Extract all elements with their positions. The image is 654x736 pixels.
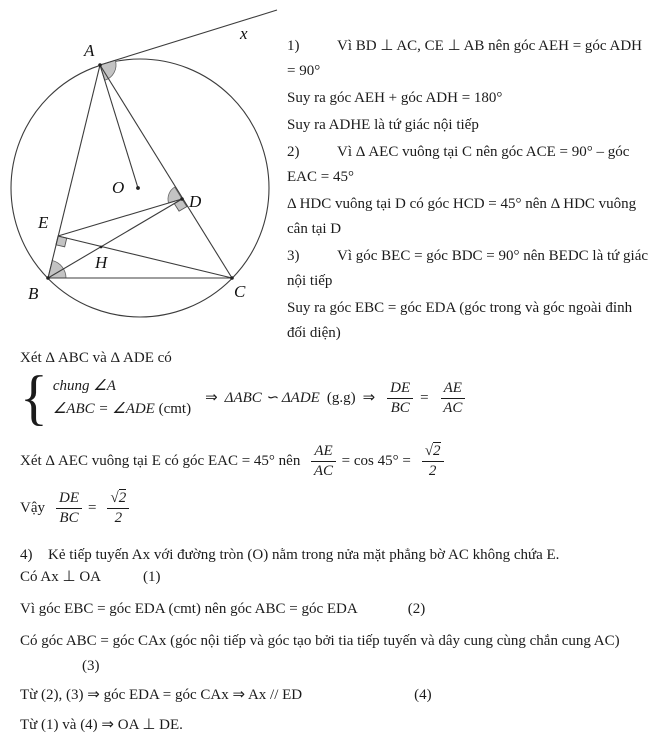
statement-3	[20, 629, 648, 679]
radical-sign-2: √	[110, 489, 119, 506]
label-o: O	[112, 178, 125, 197]
cos45-line-text: Xét Δ AEC vuông tại E có góc EAC = 45° nên	[20, 452, 301, 469]
gg-note: (g.g)	[326, 389, 356, 406]
fraction-ae-ac	[441, 380, 465, 417]
radicand: 2	[433, 442, 441, 459]
point-d	[180, 197, 184, 201]
step-1-number: 1)	[287, 38, 300, 54]
step-1-sub-1: Suy ra góc AEH + góc ADH = 180°	[287, 90, 503, 106]
statement-1-ref: (1)	[143, 569, 161, 585]
similarity-derivation	[20, 363, 648, 432]
fraction-de-bc	[387, 380, 413, 417]
segment-ao	[100, 65, 138, 188]
label-c: C	[234, 282, 246, 301]
system-condition-2	[53, 398, 191, 421]
geometry-diagram	[0, 0, 290, 340]
label-x: x	[240, 24, 248, 43]
fraction-ae-ac-2-den: AC	[313, 462, 334, 479]
fraction-ae-ac-2-num: AE	[311, 443, 335, 462]
fraction-de-bc-2	[56, 490, 82, 527]
consider-triangles-line: Xét Δ ABC và Δ ADE có	[20, 350, 172, 366]
fraction-de-bc-den: BC	[390, 399, 410, 416]
step-2-text: Vì Δ AEC vuông tại C nên góc ACE = 90° – góc EAC = 45°	[287, 144, 630, 185]
label-b: B	[28, 284, 39, 303]
statement-3-text: Có góc ABC = góc CAx (góc nội tiếp và góc tạo bởi tia tiếp tuyến và dây cung cùng chắn cung AC)	[20, 633, 620, 649]
step-4-text: Kẻ tiếp tuyến Ax với đường tròn (O) nằm trong nửa mặt phẳng bờ AC không chứa E.	[48, 547, 560, 563]
vay-label: Vậy	[20, 499, 45, 516]
radical-sign: √	[424, 442, 434, 459]
solution-steps-column	[287, 34, 649, 348]
label-a: A	[84, 41, 95, 60]
step-4-number: 4)	[20, 547, 33, 563]
statement-2-text: Vì góc EBC = góc EDA (cmt) nên góc ABC = góc EDA	[20, 601, 358, 617]
step-3	[287, 244, 649, 294]
fraction-ae-ac-den: AC	[443, 399, 463, 416]
system-condition-2-note: (cmt)	[158, 401, 192, 417]
segment-ac	[100, 65, 232, 278]
similar-triangles: ΔABC ∽ ΔADE	[224, 389, 320, 406]
system-brace: {	[20, 363, 48, 432]
step-2-sub-1: Δ HDC vuông tại D có góc HCD = 45° nên Δ HDC vuông cân tại D	[287, 196, 637, 237]
statement-2	[20, 597, 648, 622]
system-condition-2-math: ∠ABC = ∠ADE	[52, 401, 155, 417]
statement-2-ref: (2)	[407, 601, 426, 617]
statement-1	[20, 565, 648, 590]
fraction-sqrt2-2-b-num	[107, 490, 129, 509]
label-d: D	[189, 192, 202, 211]
statement-4	[20, 683, 648, 708]
statement-1-text: Có Ax ⊥ OA	[20, 569, 101, 585]
point-a	[98, 63, 102, 67]
point-h	[100, 246, 103, 249]
step-3-text: Vì góc BEC = góc BDC = 90° nên BEDC là tứ giác nội tiếp	[287, 248, 649, 289]
step-1	[287, 34, 649, 84]
system-conditions	[53, 375, 191, 421]
equals-sign: =	[420, 389, 429, 406]
step-2-number: 2)	[287, 144, 300, 160]
equals-sign-2: =	[88, 499, 97, 516]
statement-3-ref: (3)	[82, 658, 100, 674]
step-3-number: 3)	[287, 248, 300, 264]
system-condition-1: chung ∠A	[52, 378, 116, 394]
fraction-de-bc-num: DE	[387, 380, 413, 399]
fraction-sqrt2-2-den: 2	[428, 462, 437, 479]
fraction-ae-ac-2	[311, 443, 335, 480]
fraction-de-bc-2-num: DE	[56, 490, 82, 509]
implies-arrow-2: ⇒	[362, 389, 376, 406]
fraction-de-bc-2-den: BC	[59, 509, 79, 526]
cos45-line-mid: = cos 45° =	[341, 452, 411, 469]
conclusion-ratio-line	[20, 486, 648, 530]
step-3-sub-1: Suy ra góc EBC = góc EDA (góc trong và góc ngoài đỉnh đối diện)	[287, 300, 633, 341]
fraction-sqrt2-2-b	[107, 490, 129, 527]
solution-bottom-section	[20, 346, 648, 736]
step-4	[20, 543, 648, 565]
fraction-sqrt2-2	[422, 443, 444, 480]
label-h: H	[95, 253, 108, 272]
step-1-sub-2: Suy ra ADHE là tứ giác nội tiếp	[287, 117, 479, 133]
segment-ab	[48, 65, 100, 278]
point-b	[46, 276, 50, 280]
final-conclusion: Từ (1) và (4) ⇒ OA ⊥ DE.	[20, 717, 183, 733]
point-c	[230, 276, 234, 280]
cos45-line	[20, 440, 648, 482]
label-e: E	[38, 213, 49, 232]
radicand-2: 2	[118, 489, 127, 506]
statement-4-ref: (4)	[414, 687, 432, 703]
step-1-text: Vì BD ⊥ AC, CE ⊥ AB nên góc AEH = góc ADH = 90°	[287, 38, 643, 79]
step-2	[287, 140, 649, 190]
fraction-sqrt2-2-num	[422, 443, 444, 462]
statement-4-text: Từ (2), (3) ⇒ góc EDA = góc CAx ⇒ Ax // ED	[20, 687, 303, 703]
point-o	[136, 186, 140, 190]
fraction-sqrt2-2-b-den: 2	[114, 509, 123, 526]
segment-ed	[58, 199, 182, 236]
fraction-ae-ac-num: AE	[441, 380, 465, 399]
implies-arrow: ⇒	[205, 389, 218, 406]
similarity-conclusion	[205, 380, 472, 417]
tangent-ax	[100, 10, 277, 65]
